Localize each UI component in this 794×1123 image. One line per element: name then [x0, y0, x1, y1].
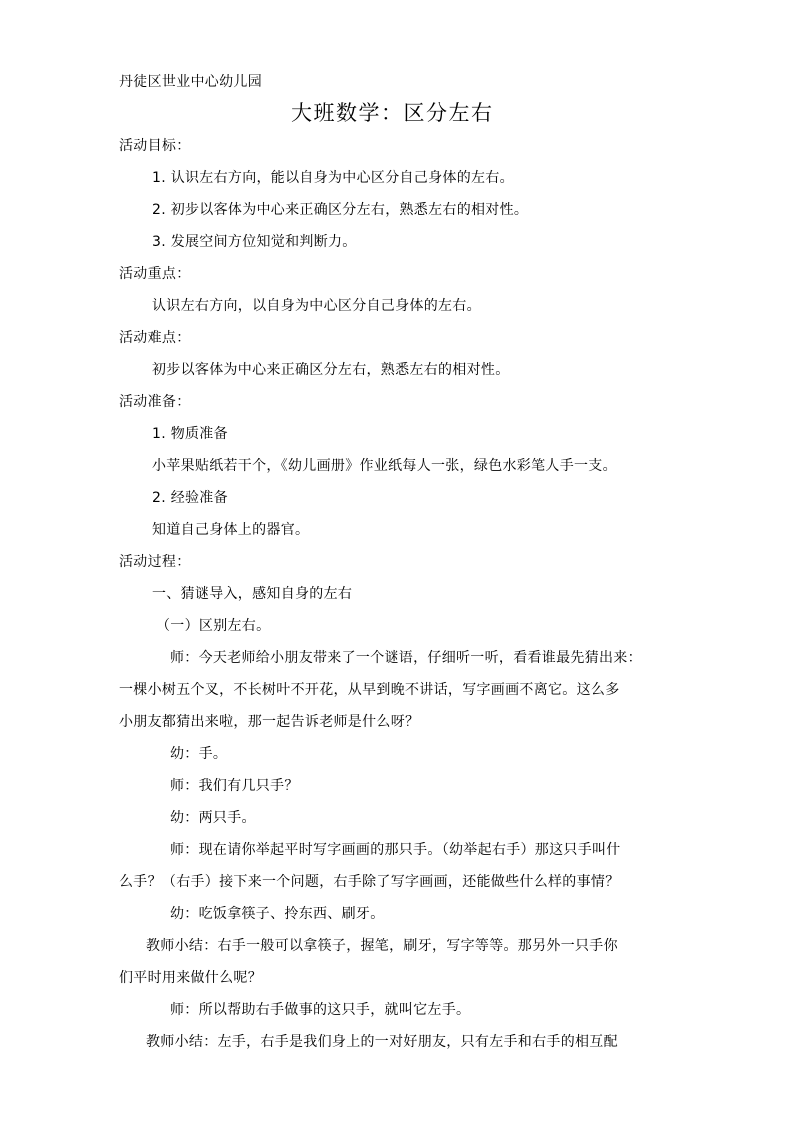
process-heading: 活动过程：	[119, 554, 191, 570]
difficulty-text: 初步以客体为中心来正确区分左右，熟悉左右的相对性。	[152, 362, 510, 378]
focus-heading: 活动重点：	[119, 266, 191, 282]
goal-item: 3. 发展空间方位知觉和判断力。	[152, 234, 357, 250]
dialogue-line: 师：所以帮助右手做事的这只手，就叫它左手。	[170, 1002, 471, 1018]
teacher-summary: 教师小结：右手一般可以拿筷子，握笔，刷牙，写字等等。那另外一只手你	[146, 938, 618, 954]
goal-item: 2. 初步以客体为中心来正确区分左右，熟悉左右的相对性。	[152, 202, 529, 218]
teacher-summary: 们平时用来做什么呢？	[119, 970, 262, 986]
prep-heading: 活动准备：	[119, 394, 191, 410]
page-title: 大班数学：区分左右	[291, 101, 494, 125]
dialogue-line: 小朋友都猜出来啦，那一起告诉老师是什么呀？	[119, 714, 420, 730]
dialogue-line: 幼：吃饭拿筷子、拎东西、刷牙。	[170, 906, 385, 922]
teacher-summary: 教师小结：左手，右手是我们身上的一对好朋友，只有左手和右手的相互配	[146, 1034, 618, 1050]
dialogue-line: 一棵小树五个叉，不长树叶不开花，从早到晚不讲话，写字画画不离它。这么多	[119, 682, 620, 698]
prep-material-text: 小苹果贴纸若干个，《幼儿画册》作业纸每人一张，绿色水彩笔人手一支。	[152, 458, 617, 474]
dialogue-line: 师：现在请你举起平时写字画画的那只手。（幼举起右手）那这只手叫什	[170, 842, 621, 858]
section-heading: 一、猜谜导入，感知自身的左右	[152, 586, 353, 602]
school-name: 丹徒区世业中心幼儿园	[119, 74, 262, 90]
goal-item: 1. 认识左右方向，能以自身为中心区分自己身体的左右。	[152, 170, 514, 186]
dialogue-line: 师：今天老师给小朋友带来了一个谜语，仔细听一听，看看谁最先猜出来：	[170, 650, 642, 666]
dialogue-line: 幼：手。	[170, 746, 228, 762]
goals-heading: 活动目标：	[119, 138, 191, 154]
focus-text: 认识左右方向，以自身为中心区分自己身体的左右。	[152, 298, 481, 314]
prep-material-heading: 1. 物质准备	[152, 426, 228, 442]
dialogue-line: 幼：两只手。	[170, 810, 256, 826]
prep-experience-text: 知道自己身体上的器官。	[152, 522, 310, 538]
prep-experience-heading: 2. 经验准备	[152, 490, 228, 506]
difficulty-heading: 活动难点：	[119, 330, 191, 346]
dialogue-line: 么手？（右手）接下来一个问题，右手除了写字画画，还能做些什么样的事情？	[119, 874, 620, 890]
dialogue-line: 师：我们有几只手？	[170, 778, 299, 794]
sub-section-heading: （一）区别左右。	[156, 618, 271, 634]
